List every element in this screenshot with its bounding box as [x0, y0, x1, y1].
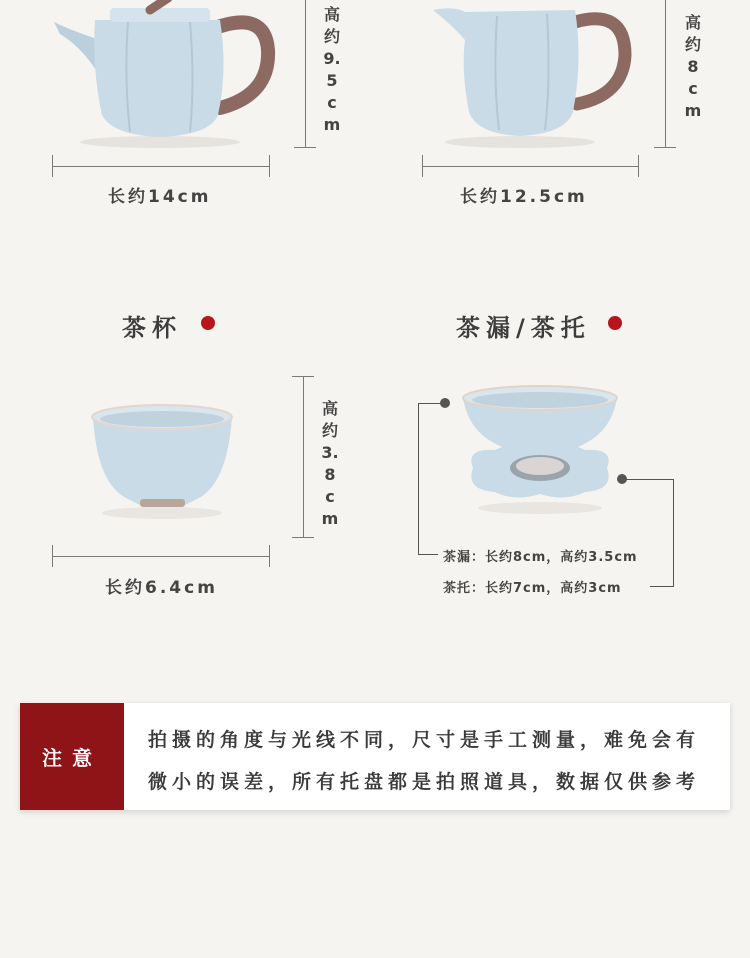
notice-tag: 注意: [20, 703, 124, 810]
holder-callout-bottom: [650, 586, 674, 587]
pitcher-length-tick-left: [422, 155, 423, 177]
teapot-height-line: [305, 0, 306, 148]
strainer-title-dot: [608, 316, 622, 330]
notice-box: [20, 703, 730, 810]
teapot-length-label: 长约14cm: [108, 187, 212, 207]
pitcher-height-label: 高约8cm: [684, 13, 702, 120]
teapot-length-tick-left: [52, 155, 53, 177]
cup-length-tick-right: [269, 545, 270, 567]
strainer-section-title: 茶漏/茶托: [456, 314, 591, 342]
pitcher-height-line: [665, 0, 666, 148]
cup-height-tick-top: [292, 376, 314, 377]
pitcher-length-line: [422, 166, 639, 167]
cup-length-label: 长约6.4cm: [105, 578, 218, 598]
pitcher-length-tick-right: [638, 155, 639, 177]
teapot-length-line: [52, 166, 270, 167]
cup-section-title: 茶杯: [122, 314, 182, 342]
pitcher-height-tick-bottom: [654, 147, 676, 148]
cup-height-label: 高约3.8cm: [321, 399, 339, 528]
teapot-height-label: 高约9.5cm: [323, 5, 341, 134]
cup-length-line: [52, 556, 270, 557]
notice-line-2: 微小的误差，所有托盘都是拍照道具，数据仅供参考: [148, 771, 701, 793]
strainer-callout-vertical: [418, 403, 419, 555]
notice-line-1: 拍摄的角度与光线不同，尺寸是手工测量，难免会有: [148, 729, 701, 751]
pitcher-image: [425, 0, 640, 150]
strainer-size-note: 茶漏：长约8cm，高约3.5cm: [443, 550, 638, 565]
holder-callout-vertical: [673, 479, 674, 587]
cup-title-dot: [201, 316, 215, 330]
strainer-callout-top: [418, 403, 443, 404]
teapot-height-tick-bottom: [294, 147, 316, 148]
holder-callout-top: [625, 479, 673, 480]
pitcher-length-label: 长约12.5cm: [460, 187, 588, 207]
cup-length-tick-left: [52, 545, 53, 567]
teapot-length-tick-right: [269, 155, 270, 177]
cup-height-line: [303, 376, 304, 538]
strainer-image: [455, 380, 625, 520]
cup-image: [85, 395, 240, 525]
strainer-callout-bottom: [418, 554, 438, 555]
teapot-image: [40, 0, 280, 150]
holder-size-note: 茶托：长约7cm，高约3cm: [443, 581, 622, 596]
cup-height-tick-bottom: [292, 537, 314, 538]
